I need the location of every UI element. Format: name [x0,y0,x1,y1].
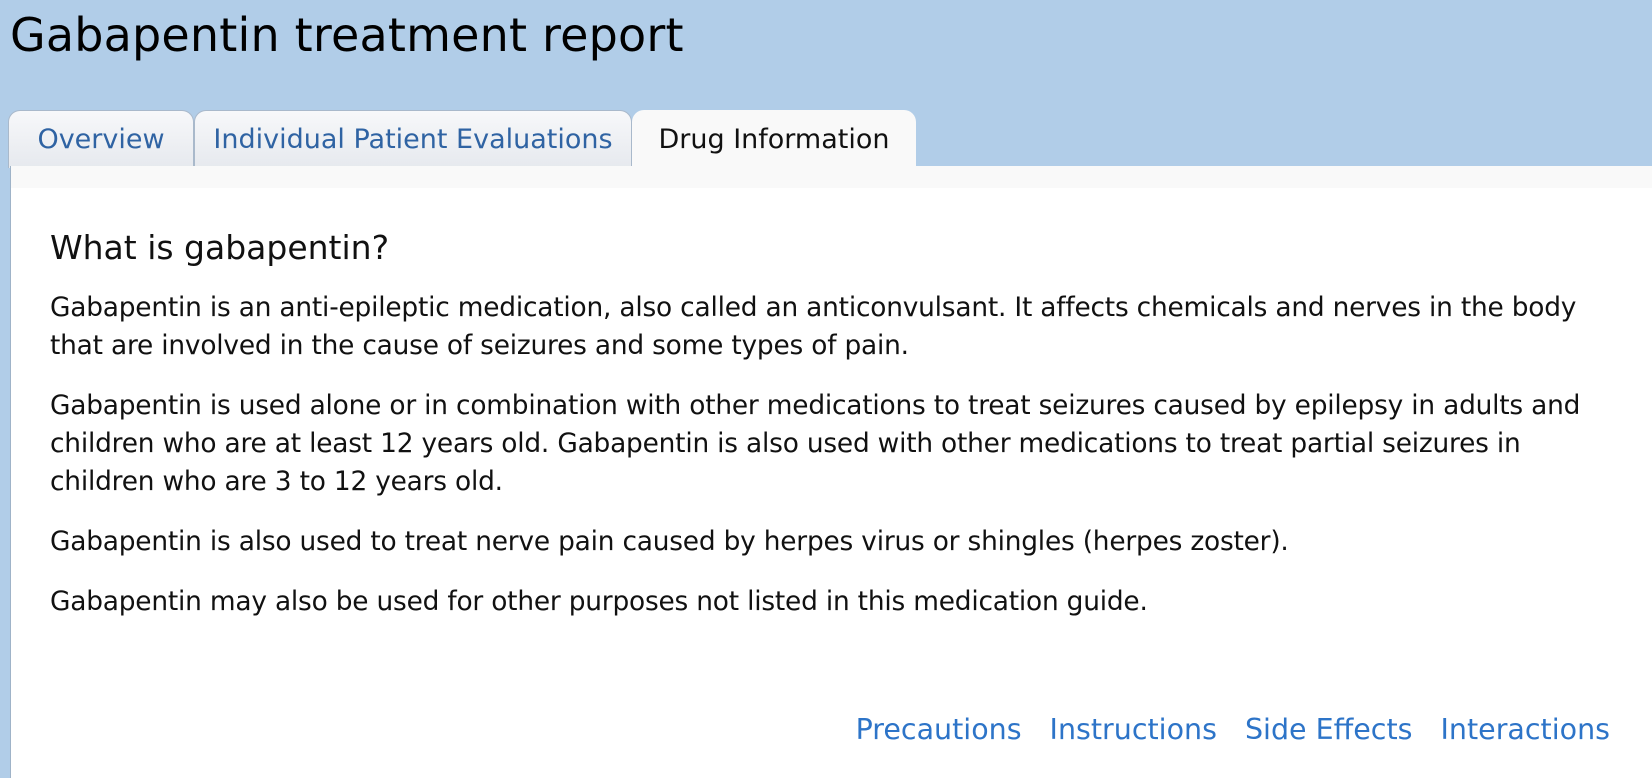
paragraph-description: Gabapentin is an anti-epileptic medication, also called an anticonvulsant. It affects chemicals and nerves in the body that are involved in the cause of seizures and some types of pain. [50,292,1577,361]
paragraph-uses: Gabapentin is used alone or in combination with other medications to treat seizures caused by epilepsy in adults and children who are at least 12 years old. Gabapentin is also used with other medications to treat partial seizures in children who are 3 to 12 years old. [50,390,1581,497]
panel-top-strip [11,166,1652,188]
drug-information-content [50,228,1610,643]
content-panel [10,166,1652,778]
paragraph-other-purposes: Gabapentin may also be used for other purposes not listed in this medication guide. [50,586,1148,617]
paragraph-nerve-pain: Gabapentin is also used to treat nerve pain caused by herpes virus or shingles (herpes zoster). [50,526,1289,557]
tab-overview[interactable]: Overview [8,110,194,168]
page-title: Gabapentin treatment report [10,8,684,62]
section-links [856,713,1610,746]
instructions-link[interactable]: Instructions [1049,713,1217,746]
tab-individual-patient-evaluations[interactable]: Individual Patient Evaluations [194,110,632,168]
tab-bar [8,110,916,168]
section-heading: What is gabapentin? [50,228,390,267]
interactions-link[interactable]: Interactions [1440,713,1610,746]
side-effects-link[interactable]: Side Effects [1244,713,1413,746]
precautions-link[interactable]: Precautions [855,713,1022,746]
tab-drug-information[interactable]: Drug Information [632,110,916,168]
